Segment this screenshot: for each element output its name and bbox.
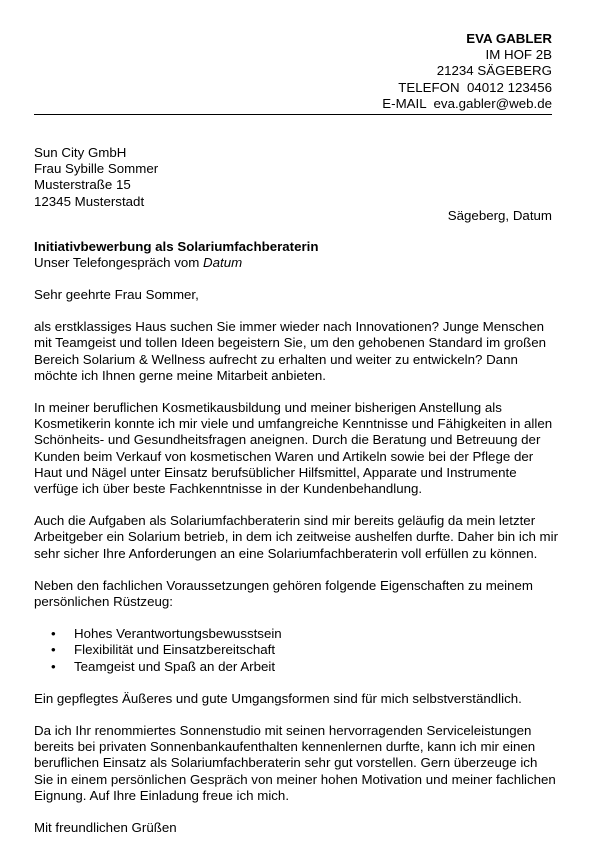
recipient-contact: Frau Sybille Sommer [34, 161, 159, 177]
body-paragraph: Neben den fachlichen Voraussetzungen gehören folgende Eigenschaften zu meinem persönlichen Rüstzeug: [34, 577, 533, 610]
header-divider [34, 114, 552, 115]
list-item: • Flexibilität und Einsatzbereitschaft [34, 642, 559, 658]
subject-title: Initiativbewerbung als Solariumfachberaterin [34, 239, 319, 254]
recipient-company: Sun City GmbH [34, 145, 127, 160]
subject-reference-prefix: Unser Telefongespräch vom [34, 255, 204, 271]
sender-street: IM HOF 2B [485, 47, 552, 63]
sender-phone: TELEFON 04012 123456 [398, 79, 552, 95]
list-item: • Hohes Verantwortungsbewusstsein [34, 626, 559, 642]
body-paragraph: Auch die Aufgaben als Solariumfachberaterin sind mir bereits geläufig da mein letzter Arbeitgeber ein Solarium betrieb, in dem ich zeitweise aushelfen durfte. Daher bin ich mir sehr sicher Ihre Anforderungen an eine Solariumfachberaterin voll erfüllen zu können. [34, 513, 559, 561]
body-paragraph: In meiner beruflichen Kosmetikausbildung und meiner bisherigen Anstellung als Kosmetikerin konnte ich mir viele und umfangreiche Kenntnisse und Fähigkeiten in allen Schönheits- und Gesundheitsfragen aneignen. Durch die Beratung und Betreuung der Kunden beim Verkauf von kosmetischen Waren und Artikeln sowie bei der Pflege der Haut und Nägel unter Einsatz berufsüblicher Hilfsmittel, Apparate und Instrumente verfüge ich über beste Fachkenntnisse in der Kundenbehandlung. [34, 400, 553, 497]
body-paragraph: Da ich Ihr renommiertes Sonnenstudio mit seinen hervorragenden Serviceleistungen bereits bei privaten Sonnenbankaufenthalten kennenlernen durfte, kann ich mir einen beruflichen Einsatz als Solariumfachberaterin sehr gut vorstellen. Gern überzeuge ich Sie in einem persönlichen Gespräch von meiner hohen Motivation und meiner fachlichen Eignung. Auf Ihre Einladung freue ich mich. [34, 723, 556, 803]
subject-reference [34, 255, 318, 271]
recipient-city: 12345 Musterstadt [34, 193, 145, 209]
sender-address-block [382, 31, 552, 112]
letter-body [34, 287, 559, 852]
subject-reference-date: Datum [203, 255, 243, 271]
salutation: Sehr geehrte Frau Sommer, [34, 287, 199, 302]
subject-block [34, 239, 318, 271]
body-paragraph: Ein gepflegtes Äußeres und gute Umgangsformen sind für mich selbstverständlich. [34, 690, 522, 706]
closing: Mit freundlichen Grüßen [34, 820, 177, 836]
sender-email: E-MAIL eva.gabler@web.de [382, 95, 552, 111]
sender-name: EVA GABLER [466, 31, 552, 46]
qualities-list [34, 626, 559, 675]
letter-date: Sägeberg, Datum [447, 208, 552, 223]
recipient-address-block [34, 145, 158, 210]
body-paragraph: als erstklassiges Haus suchen Sie immer wieder nach Innovationen? Junge Menschen mit Teamgeist und tollen Ideen begeistern Sie, um den gehobenen Standard im großen Bereich Solarium & Wellness aufrecht zu erhalten und weiter zu entwickeln? Dann möchte ich Ihnen gerne meine Mitarbeit anbieten. [34, 319, 547, 383]
list-item: • Teamgeist und Spaß an der Arbeit [34, 659, 559, 675]
recipient-street: Musterstraße 15 [34, 177, 131, 193]
sender-city: 21234 SÄGEBERG [436, 63, 552, 79]
